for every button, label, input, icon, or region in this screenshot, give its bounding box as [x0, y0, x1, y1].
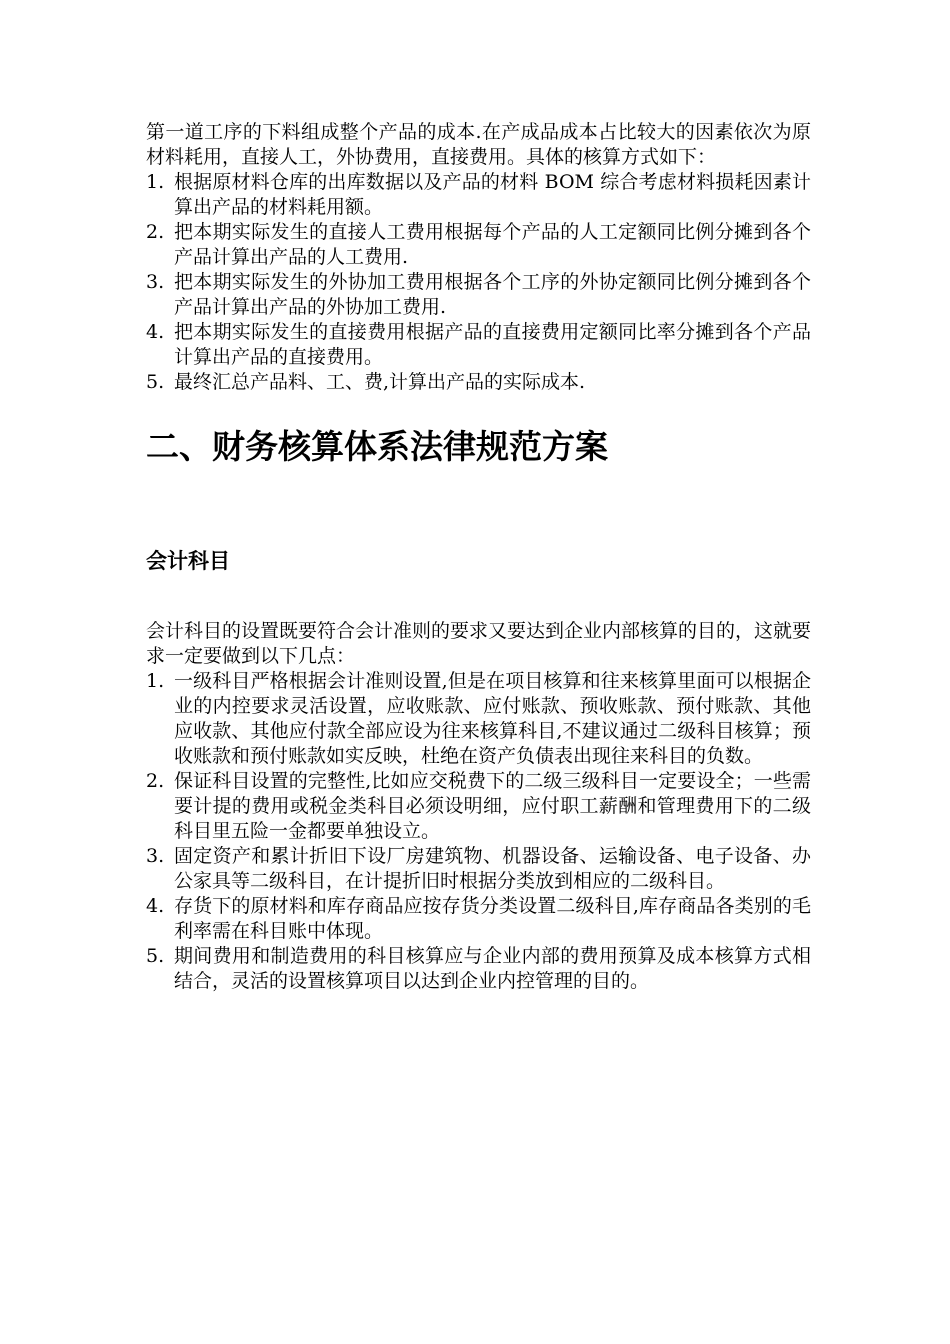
list-item-text: 根据原材料仓库的出库数据以及产品的材料 BOM 综合考虑材料损耗因素计算出产品的材料耗用额。 [174, 171, 811, 218]
list-number: 3. [146, 271, 165, 293]
list-item [146, 320, 811, 370]
list-item [146, 844, 811, 894]
list-item-text: 把本期实际发生的直接人工费用根据每个产品的人工定额同比例分摊到各个产品计算出产品的人工费用. [174, 221, 811, 268]
list-item [146, 270, 811, 320]
list-number: 4. [146, 321, 165, 343]
intro-paragraph: 第一道工序的下料组成整个产品的成本.在产成品成本占比较大的因素依次为原材料耗用，直接人工，外协费用，直接费用。具体的核算方式如下： [146, 121, 811, 168]
list-item [146, 669, 811, 769]
list-item-text: 一级科目严格根据会计准则设置,但是在项目核算和往来核算里面可以根据企业的内控要求灵活设置，应收账款、应付账款、预收账款、预付账款、其他应收款、其他应付款全部应设为往来核算科目,不建议通过二级科目核算；预收账款和预付账款如实反映，杜绝在资产负债表出现往来科目的负数。 [174, 670, 811, 767]
list-number: 3. [146, 845, 165, 867]
list-number: 1. [146, 171, 165, 193]
list-item-text: 固定资产和累计折旧下设厂房建筑物、机器设备、运输设备、电子设备、办公家具等二级科目，在计提折旧时根据分类放到相应的二级科目。 [174, 845, 811, 892]
document-page [146, 120, 811, 994]
list-item [146, 894, 811, 944]
list-number: 4. [146, 895, 165, 917]
list-number: 2. [146, 221, 165, 243]
list-item-text: 把本期实际发生的外协加工费用根据各个工序的外协定额同比例分摊到各个产品计算出产品的外协加工费用. [174, 271, 811, 318]
list-item-text: 保证科目设置的完整性,比如应交税费下的二级三级科目一定要设全；一些需要计提的费用或税金类科目必须设明细，应付职工薪酬和管理费用下的二级科目里五险一金都要单独设立。 [174, 770, 811, 842]
list-item [146, 370, 811, 395]
subsection-heading: 会计科目 [146, 549, 230, 573]
list-number: 5. [146, 371, 165, 393]
list-number: 1. [146, 670, 165, 692]
list-item-text: 期间费用和制造费用的科目核算应与企业内部的费用预算及成本核算方式相结合，灵活的设置核算项目以达到企业内控管理的目的。 [174, 945, 811, 992]
list-number: 2. [146, 770, 165, 792]
cost-method-list [146, 170, 811, 395]
accounts-rules-list [146, 669, 811, 994]
accounts-intro-paragraph: 会计科目的设置既要符合会计准则的要求又要达到企业内部核算的目的，这就要求一定要做到以下几点： [146, 620, 812, 667]
list-item-text: 存货下的原材料和库存商品应按存货分类设置二级科目,库存商品各类别的毛利率需在科目账中体现。 [174, 895, 811, 942]
list-item-text: 把本期实际发生的直接费用根据产品的直接费用定额同比率分摊到各个产品计算出产品的直接费用。 [174, 321, 811, 368]
list-item [146, 170, 811, 220]
list-item [146, 220, 811, 270]
list-item [146, 944, 811, 994]
list-number: 5. [146, 945, 165, 967]
section-heading: 二、财务核算体系法律规范方案 [146, 427, 608, 466]
list-item [146, 769, 811, 844]
list-item-text: 最终汇总产品料、工、费,计算出产品的实际成本. [174, 371, 586, 393]
